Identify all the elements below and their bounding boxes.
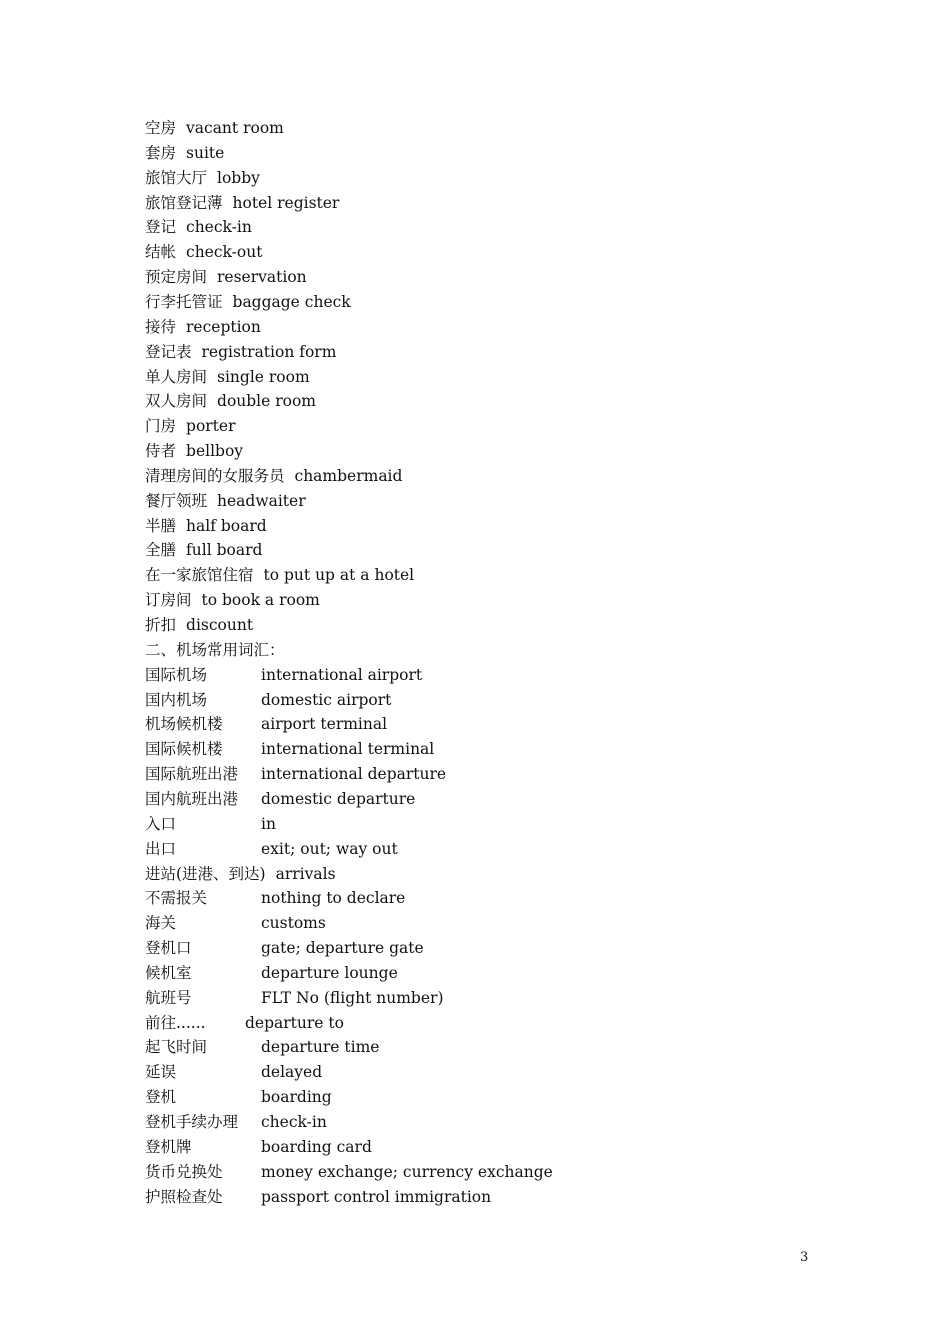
list-item bbox=[145, 888, 406, 908]
term-english: to book a room bbox=[201, 591, 320, 610]
list-item bbox=[145, 764, 447, 784]
list-item bbox=[145, 168, 260, 188]
term-english: check-out bbox=[186, 243, 263, 262]
list-item bbox=[145, 292, 351, 312]
term-english: departure lounge bbox=[261, 963, 398, 982]
list-item bbox=[145, 391, 316, 411]
term-chinese: 国内航班出港 bbox=[145, 789, 239, 808]
term-chinese: 海关 bbox=[145, 914, 177, 933]
list-item bbox=[145, 665, 423, 685]
term-english: single room bbox=[217, 367, 310, 386]
list-item bbox=[145, 1187, 492, 1207]
term-chinese: 旅馆登记薄 bbox=[145, 193, 223, 212]
term-chinese: 全膳 bbox=[145, 541, 177, 560]
term-chinese: 国际机场 bbox=[145, 665, 208, 684]
list-item bbox=[145, 814, 276, 834]
term-english: customs bbox=[261, 914, 326, 933]
list-item bbox=[145, 913, 326, 933]
list-item bbox=[145, 516, 267, 536]
term-chinese: 单人房间 bbox=[145, 367, 208, 386]
list-item bbox=[145, 739, 435, 759]
term-chinese: 登记表 bbox=[145, 342, 192, 361]
term-english: domestic departure bbox=[261, 789, 416, 808]
term-english: discount bbox=[186, 616, 254, 634]
list-item bbox=[145, 267, 307, 287]
term-english: headwaiter bbox=[217, 491, 306, 510]
term-chinese: 行李托管证 bbox=[145, 292, 223, 311]
term-chinese: 折扣 bbox=[145, 616, 177, 634]
term-english: bellboy bbox=[186, 442, 244, 461]
term-english: departure time bbox=[261, 1038, 380, 1057]
term-chinese: 延误 bbox=[145, 1063, 177, 1082]
term-chinese: 餐厅领班 bbox=[145, 491, 208, 510]
term-english: reception bbox=[186, 317, 261, 336]
list-item bbox=[145, 143, 224, 163]
term-chinese: 在一家旅馆住宿 bbox=[145, 566, 254, 585]
list-item bbox=[145, 615, 253, 635]
list-item bbox=[145, 416, 236, 436]
term-chinese: 接待 bbox=[145, 317, 177, 336]
list-item bbox=[145, 864, 336, 884]
term-english: vacant room bbox=[186, 119, 284, 137]
list-item bbox=[145, 590, 320, 610]
term-chinese: 登机手续办理 bbox=[145, 1113, 239, 1131]
list-item bbox=[145, 1162, 553, 1182]
list-item bbox=[145, 714, 388, 734]
term-chinese: 前往...... bbox=[145, 1013, 206, 1032]
term-english: porter bbox=[186, 417, 236, 436]
term-english: boarding bbox=[261, 1088, 332, 1107]
term-english: passport control immigration bbox=[261, 1187, 492, 1206]
list-item bbox=[145, 1137, 372, 1157]
term-english: international departure bbox=[261, 765, 447, 784]
term-english: exit; out; way out bbox=[261, 839, 398, 858]
term-english: chambermaid bbox=[294, 466, 403, 485]
list-item bbox=[145, 342, 336, 362]
term-chinese: 起飞时间 bbox=[145, 1038, 208, 1057]
term-english: international airport bbox=[261, 665, 423, 684]
list-item bbox=[145, 789, 416, 809]
list-item bbox=[145, 1062, 323, 1082]
list-item bbox=[145, 1112, 327, 1132]
term-chinese: 登机 bbox=[145, 1088, 177, 1107]
list-item bbox=[145, 565, 414, 585]
term-english: boarding card bbox=[261, 1137, 372, 1156]
term-english: baggage check bbox=[232, 292, 351, 311]
term-chinese: 国内机场 bbox=[145, 690, 208, 709]
term-chinese: 货币兑换处 bbox=[145, 1162, 223, 1181]
list-item bbox=[145, 1087, 332, 1107]
term-chinese: 机场候机楼 bbox=[145, 715, 223, 734]
term-english: gate; departure gate bbox=[261, 939, 424, 958]
term-english: arrivals bbox=[275, 864, 336, 883]
term-english: check-in bbox=[261, 1113, 327, 1131]
term-english: suite bbox=[186, 143, 225, 162]
term-chinese: 套房 bbox=[145, 143, 177, 162]
list-item bbox=[145, 1037, 380, 1057]
list-item bbox=[145, 367, 310, 387]
term-chinese: 登机牌 bbox=[145, 1137, 192, 1156]
term-english: registration form bbox=[201, 342, 337, 361]
page-number: 3 bbox=[800, 1250, 809, 1265]
list-item bbox=[145, 317, 261, 337]
term-english: FLT No (flight number) bbox=[261, 988, 444, 1007]
list-item bbox=[145, 540, 262, 560]
list-item bbox=[145, 988, 444, 1008]
term-chinese: 侍者 bbox=[145, 442, 177, 461]
list-item bbox=[145, 839, 398, 859]
term-english: double room bbox=[217, 392, 317, 411]
term-chinese: 登机口 bbox=[145, 939, 192, 958]
term-chinese: 预定房间 bbox=[145, 268, 208, 287]
term-english: nothing to declare bbox=[261, 889, 406, 908]
term-chinese: 出口 bbox=[145, 839, 177, 858]
list-item bbox=[145, 242, 262, 262]
term-english: departure to bbox=[245, 1013, 344, 1032]
term-chinese: 进站(进港、到达) bbox=[145, 864, 266, 883]
term-chinese: 登记 bbox=[145, 218, 177, 237]
list-item bbox=[145, 466, 402, 486]
term-chinese: 旅馆大厅 bbox=[145, 168, 208, 187]
term-english: to put up at a hotel bbox=[263, 566, 415, 585]
list-item bbox=[145, 938, 424, 958]
term-chinese: 半膳 bbox=[145, 516, 177, 535]
term-chinese: 候机室 bbox=[145, 963, 192, 982]
term-chinese: 双人房间 bbox=[145, 392, 208, 411]
term-english: in bbox=[261, 814, 276, 833]
section-heading: 二、机场常用词汇： bbox=[145, 640, 285, 659]
term-chinese: 订房间 bbox=[145, 591, 192, 610]
term-chinese: 门房 bbox=[145, 417, 177, 436]
list-item bbox=[145, 1013, 344, 1033]
term-english: half board bbox=[186, 516, 267, 535]
term-chinese: 结帐 bbox=[145, 243, 177, 262]
term-chinese: 入口 bbox=[145, 814, 177, 833]
term-english: reservation bbox=[217, 268, 307, 287]
list-item bbox=[145, 118, 284, 138]
term-english: check-in bbox=[186, 218, 252, 237]
term-english: hotel register bbox=[232, 193, 340, 212]
term-chinese: 护照检查处 bbox=[145, 1187, 223, 1206]
term-chinese: 国际航班出港 bbox=[145, 765, 239, 784]
term-english: money exchange; currency exchange bbox=[261, 1162, 553, 1181]
term-english: airport terminal bbox=[261, 715, 388, 734]
term-chinese: 空房 bbox=[145, 119, 177, 137]
term-english: delayed bbox=[261, 1063, 323, 1082]
term-english: domestic airport bbox=[261, 690, 392, 709]
term-chinese: 不需报关 bbox=[145, 889, 208, 908]
term-english: full board bbox=[186, 541, 263, 560]
list-item bbox=[145, 193, 339, 213]
term-chinese: 清理房间的女服务员 bbox=[145, 466, 285, 485]
term-chinese: 航班号 bbox=[145, 988, 192, 1007]
list-item bbox=[145, 963, 398, 983]
term-english: lobby bbox=[217, 168, 260, 187]
list-item bbox=[145, 491, 306, 511]
list-item bbox=[145, 690, 392, 710]
term-english: international terminal bbox=[261, 740, 435, 759]
list-item bbox=[145, 441, 243, 461]
list-item bbox=[145, 217, 252, 237]
term-chinese: 国际候机楼 bbox=[145, 740, 223, 759]
